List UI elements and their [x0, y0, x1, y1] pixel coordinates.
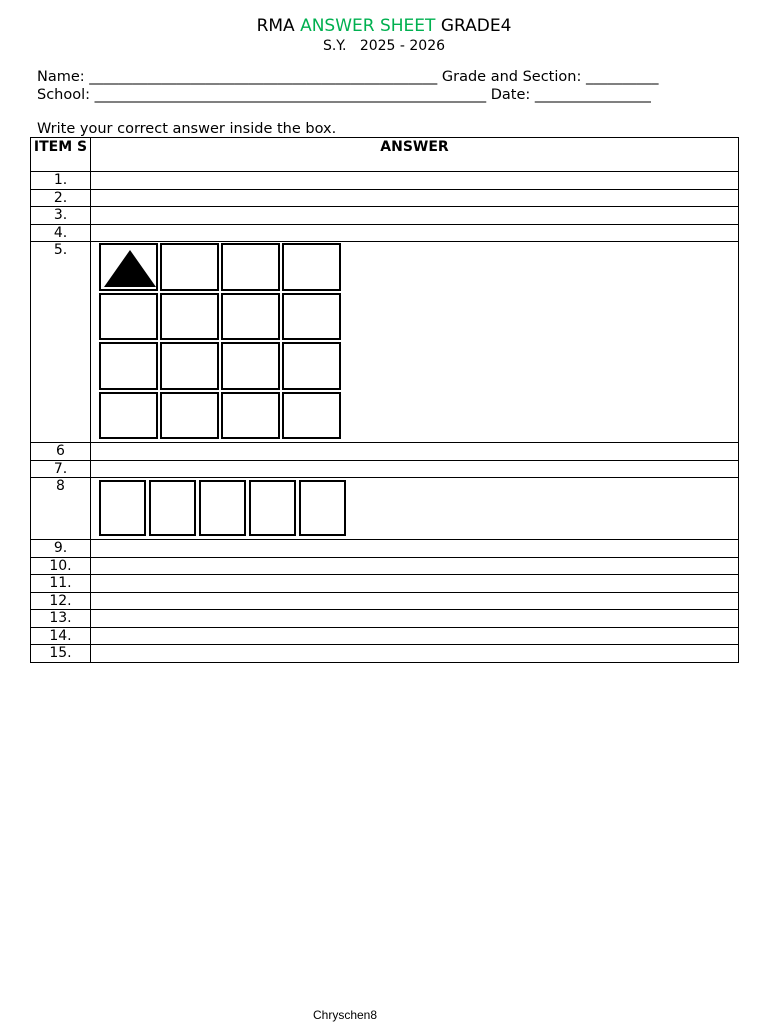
triangle-icon: [104, 250, 156, 287]
table-row: [31, 460, 739, 478]
grid-cell[interactable]: [221, 342, 280, 390]
table-row: [31, 478, 739, 540]
answer-cell[interactable]: [91, 207, 739, 225]
grid-cell[interactable]: [99, 392, 158, 440]
title-accent: ANSWER SHEET: [300, 16, 436, 36]
answer-cell[interactable]: [91, 172, 739, 190]
item-number: 10.: [31, 557, 91, 575]
answer-cell-grid: [91, 242, 739, 443]
sheet-title: [0, 15, 768, 37]
grid-cell[interactable]: [282, 392, 341, 440]
table-row: [31, 557, 739, 575]
item-number: 14.: [31, 627, 91, 645]
grid-cell[interactable]: [99, 342, 158, 390]
item-number: 6: [31, 443, 91, 461]
grid-cell[interactable]: [221, 392, 280, 440]
item-number: 4.: [31, 224, 91, 242]
table-row: [31, 575, 739, 593]
answer-cell-boxes: [91, 478, 739, 540]
school-date-row[interactable]: School: ______________________________________________________ Date: ________________: [37, 87, 651, 103]
name-grade-row[interactable]: Name: ________________________________________________ Grade and Section: __________: [37, 69, 659, 85]
grid-cell[interactable]: [160, 293, 219, 341]
table-row: [31, 207, 739, 225]
instruction-text: Write your correct answer inside the box.: [37, 121, 337, 137]
item-number: 15.: [31, 645, 91, 663]
table-row: [31, 224, 739, 242]
answer-box[interactable]: [299, 480, 346, 536]
grid-cell[interactable]: [160, 243, 219, 291]
table-row: [31, 610, 739, 628]
answer-cell[interactable]: [91, 460, 739, 478]
item-number: 3.: [31, 207, 91, 225]
answer-cell[interactable]: [91, 627, 739, 645]
answer-cell[interactable]: [91, 610, 739, 628]
grid-cell[interactable]: [221, 243, 280, 291]
item-number: 7.: [31, 460, 91, 478]
answer-table: [30, 137, 739, 663]
table-row: [31, 242, 739, 443]
table-row: [31, 540, 739, 558]
header-answer: ANSWER: [91, 138, 739, 172]
item-number: 13.: [31, 610, 91, 628]
answer-box[interactable]: [199, 480, 246, 536]
table-row: [31, 627, 739, 645]
table-row: [31, 443, 739, 461]
grid-cell[interactable]: [221, 293, 280, 341]
answer-cell[interactable]: [91, 443, 739, 461]
title-prefix: RMA: [256, 16, 301, 36]
item-number: 8: [31, 478, 91, 540]
table-row: [31, 189, 739, 207]
item-number: 12.: [31, 592, 91, 610]
grid-cell[interactable]: [160, 342, 219, 390]
answer-cell[interactable]: [91, 557, 739, 575]
grid-cell[interactable]: [282, 293, 341, 341]
item-number: 2.: [31, 189, 91, 207]
answer-grid: [99, 243, 341, 439]
item-number: 9.: [31, 540, 91, 558]
grid-cell[interactable]: [99, 243, 158, 291]
table-row: [31, 172, 739, 190]
grid-cell[interactable]: [282, 243, 341, 291]
answer-box[interactable]: [249, 480, 296, 536]
grid-cell[interactable]: [282, 342, 341, 390]
item-number: 1.: [31, 172, 91, 190]
answer-box[interactable]: [149, 480, 196, 536]
answer-cell[interactable]: [91, 540, 739, 558]
answer-boxes: [99, 480, 738, 536]
grid-cell[interactable]: [99, 293, 158, 341]
table-header-row: [31, 138, 739, 172]
school-year: S.Y. 2025 - 2026: [322, 38, 446, 54]
footer-credit: Chryschen8: [312, 1008, 378, 1022]
answer-cell[interactable]: [91, 592, 739, 610]
header-items: ITEM S: [31, 138, 91, 172]
table-row: [31, 645, 739, 663]
item-number: 5.: [31, 242, 91, 443]
answer-box[interactable]: [99, 480, 146, 536]
answer-cell[interactable]: [91, 189, 739, 207]
title-suffix: GRADE4: [435, 16, 512, 36]
grid-cell[interactable]: [160, 392, 219, 440]
item-number: 11.: [31, 575, 91, 593]
answer-cell[interactable]: [91, 645, 739, 663]
table-row: [31, 592, 739, 610]
answer-cell[interactable]: [91, 575, 739, 593]
answer-cell[interactable]: [91, 224, 739, 242]
